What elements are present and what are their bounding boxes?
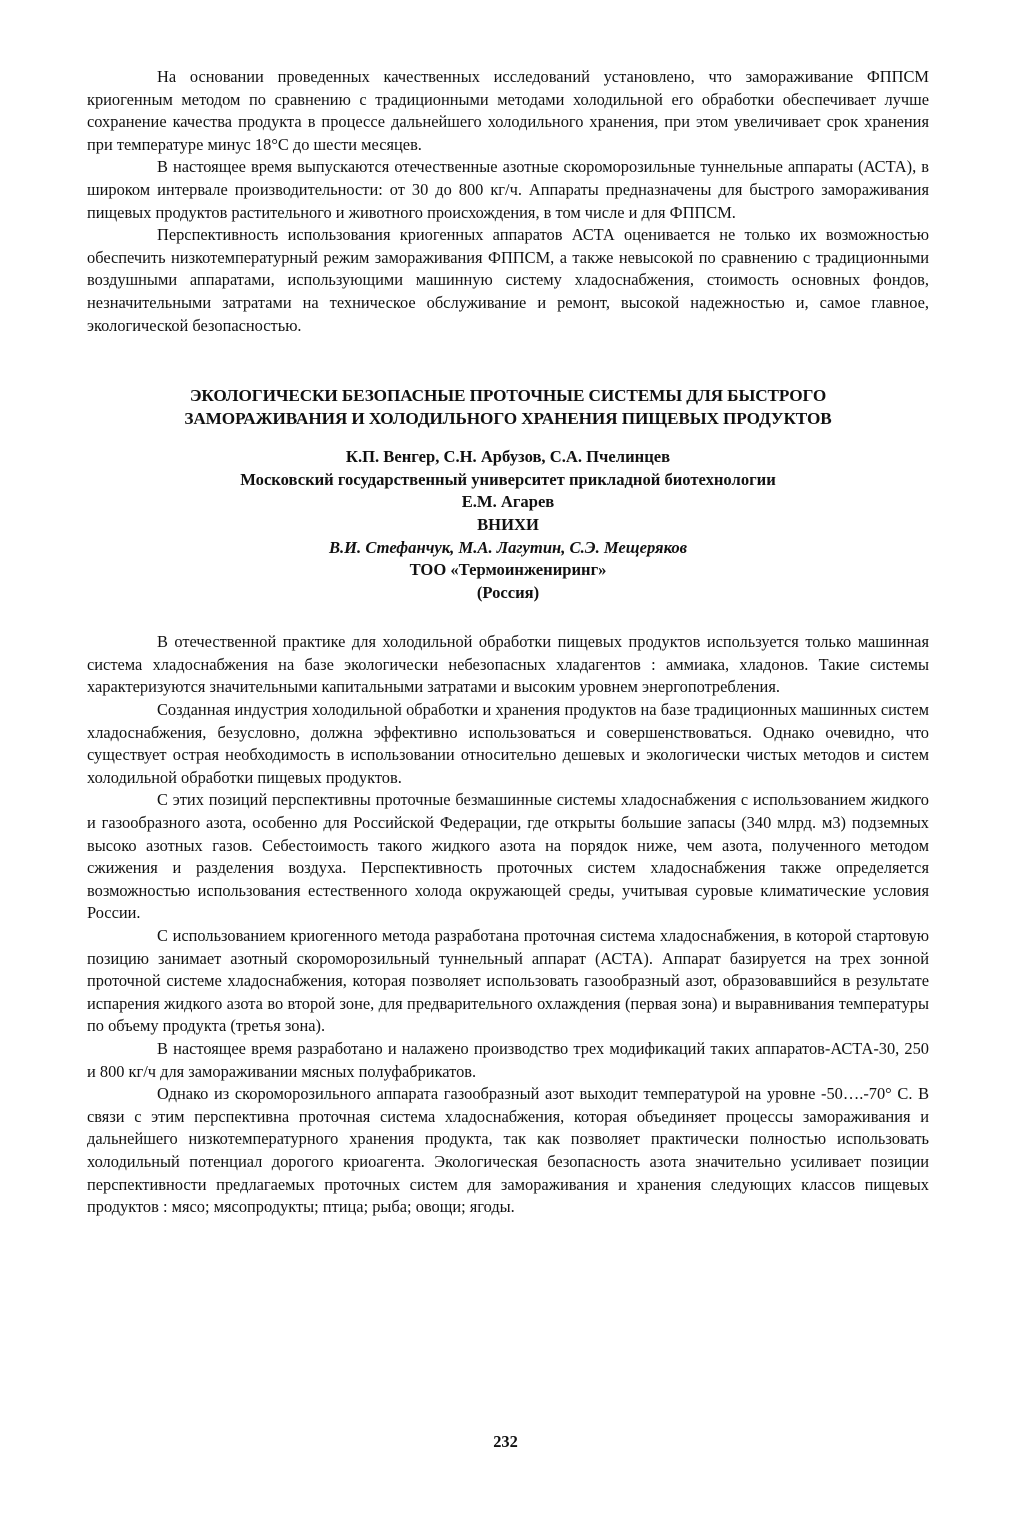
intro-paragraph-2: В настоящее время выпускаются отечественные азотные скороморозильные туннельные аппараты (АСТА), в широком интервале производительности: от 30 до 800 кг/ч. Аппараты предназначены для быстрого замораживания пищевых продуктов растительного и животного происхождения, в том числе и для ФППСМ. [87, 157, 929, 222]
country: (Россия) [476, 582, 540, 602]
body-paragraph-2: Созданная индустрия холодильной обработки и хранения продуктов на базе традиционных машинных систем хладоснабжения, безусловно, должна эффективно использоваться и совершенствоваться. Однако очевидно, что существует острая необходимость в использовании относительно дешевых и экологически чистых методов и систем холодильной обработки пищевых продуктов. [87, 700, 929, 787]
authors-group-1: К.П. Венгер, С.Н. Арбузов, С.А. Пчелинцев [345, 447, 671, 467]
intro-section [87, 66, 929, 337]
affiliation-2: ВНИХИ [477, 514, 539, 534]
article-title [87, 384, 929, 430]
intro-paragraph-3: Перспективность использования криогенных аппаратов АСТА оценивается не только их возможностью обеспечить низкотемпературный режим замораживания ФППСМ, а также невысокой по сравнению с традиционными воздушными аппаратами, использующими машинную систему хладоснабжения, стоимость основных фондов, незначительными затратами на техническое обслуживание и ремонт, высокой надежностью и, самое главное, экологической безопасностью. [87, 225, 929, 335]
article-title-line-2: ЗАМОРАЖИВАНИЯ И ХОЛОДИЛЬНОГО ХРАНЕНИЯ ПИЩЕВЫХ ПРОДУКТОВ [184, 409, 832, 429]
document-page [87, 66, 929, 1219]
body-paragraph-4: С использованием криогенного метода разработана проточная система хладоснабжения, в которой стартовую позицию занимает азотный скороморозильный туннельный аппарат (АСТА). Аппарат базируется на трех зонной проточной системе хладоснабжения, которая позволяет использовать газообразный азот, образовавшийся в результате испарения жидкого азота во второй зоне, для предварительного охлаждения (первая зона) и выравнивания температуры по объему продукта (третья зона). [87, 926, 929, 1036]
article-body [87, 631, 929, 1218]
intro-paragraph-1: На основании проведенных качественных исследований установлено, что замораживание ФППСМ криогенным методом по сравнению с традиционными методами холодильной его обработки обеспечивает лучше сохранение качества продукта в процессе дальнейшего холодильного хранения, при этом увеличивает срок хранения при температуре минус 18°С до шести месяцев. [87, 67, 929, 154]
author-block [87, 446, 929, 604]
body-paragraph-5: В настоящее время разработано и налажено производство трех модификаций таких аппаратов-АСТА-30, 250 и 800 кг/ч для замораживании мясных полуфабрикатов. [87, 1038, 929, 1081]
authors-group-2: Е.М. Агарев [461, 492, 555, 512]
article-title-line-1: ЭКОЛОГИЧЕСКИ БЕЗОПАСНЫЕ ПРОТОЧНЫЕ СИСТЕМЫ ДЛЯ БЫСТРОГО [189, 386, 827, 406]
page-number: 232 [493, 1432, 518, 1451]
affiliation-3: ТОО «Термоинжениринг» [409, 560, 607, 580]
body-paragraph-6: Однако из скороморозильного аппарата газообразный азот выходит температурой на уровне -50….-70° С. В связи с этим перспективна проточная система хладоснабжения, которая объединяет процессы замораживания и дальнейшего низкотемпературного хранения продукта, так как позволяет практически полностью использовать холодильный потенциал дорогого криоагента. Экологическая безопасность азота значительно усиливает позиции перспективности предлагаемых проточных систем для замораживания и хранения следующих классов пищевых продуктов : мясо; мясопродукты; птица; рыба; овощи; ягоды. [87, 1084, 929, 1217]
body-paragraph-3: С этих позиций перспективны проточные безмашинные системы хладоснабжения с использованием жидкого и газообразного азота, особенно для Российской Федерации, где открыты большие запасы (340 млрд. м3) подземных высоко азотных газов. Себестоимость такого жидкого азота на порядок ниже, чем азота, полученного методом сжижения и разделения воздуха. Перспективность проточных систем хладоснабжения также определяется возможностью использования естественного холода окружающей среды, учитывая суровые климатические условия России. [87, 790, 929, 923]
affiliation-1: Московский государственный университет прикладной биотехнологии [240, 469, 776, 489]
authors-group-3: В.И. Стефанчук, М.А. Лагутин, С.Э. Мещеряков [328, 537, 688, 557]
body-paragraph-1: В отечественной практике для холодильной обработки пищевых продуктов используется только машинная система хладоснабжения на базе экологически небезопасных хладагентов : аммиака, хладонов. Такие системы характеризуются значительными капитальными затратами и высоким уровнем энергопотребления. [87, 632, 929, 697]
